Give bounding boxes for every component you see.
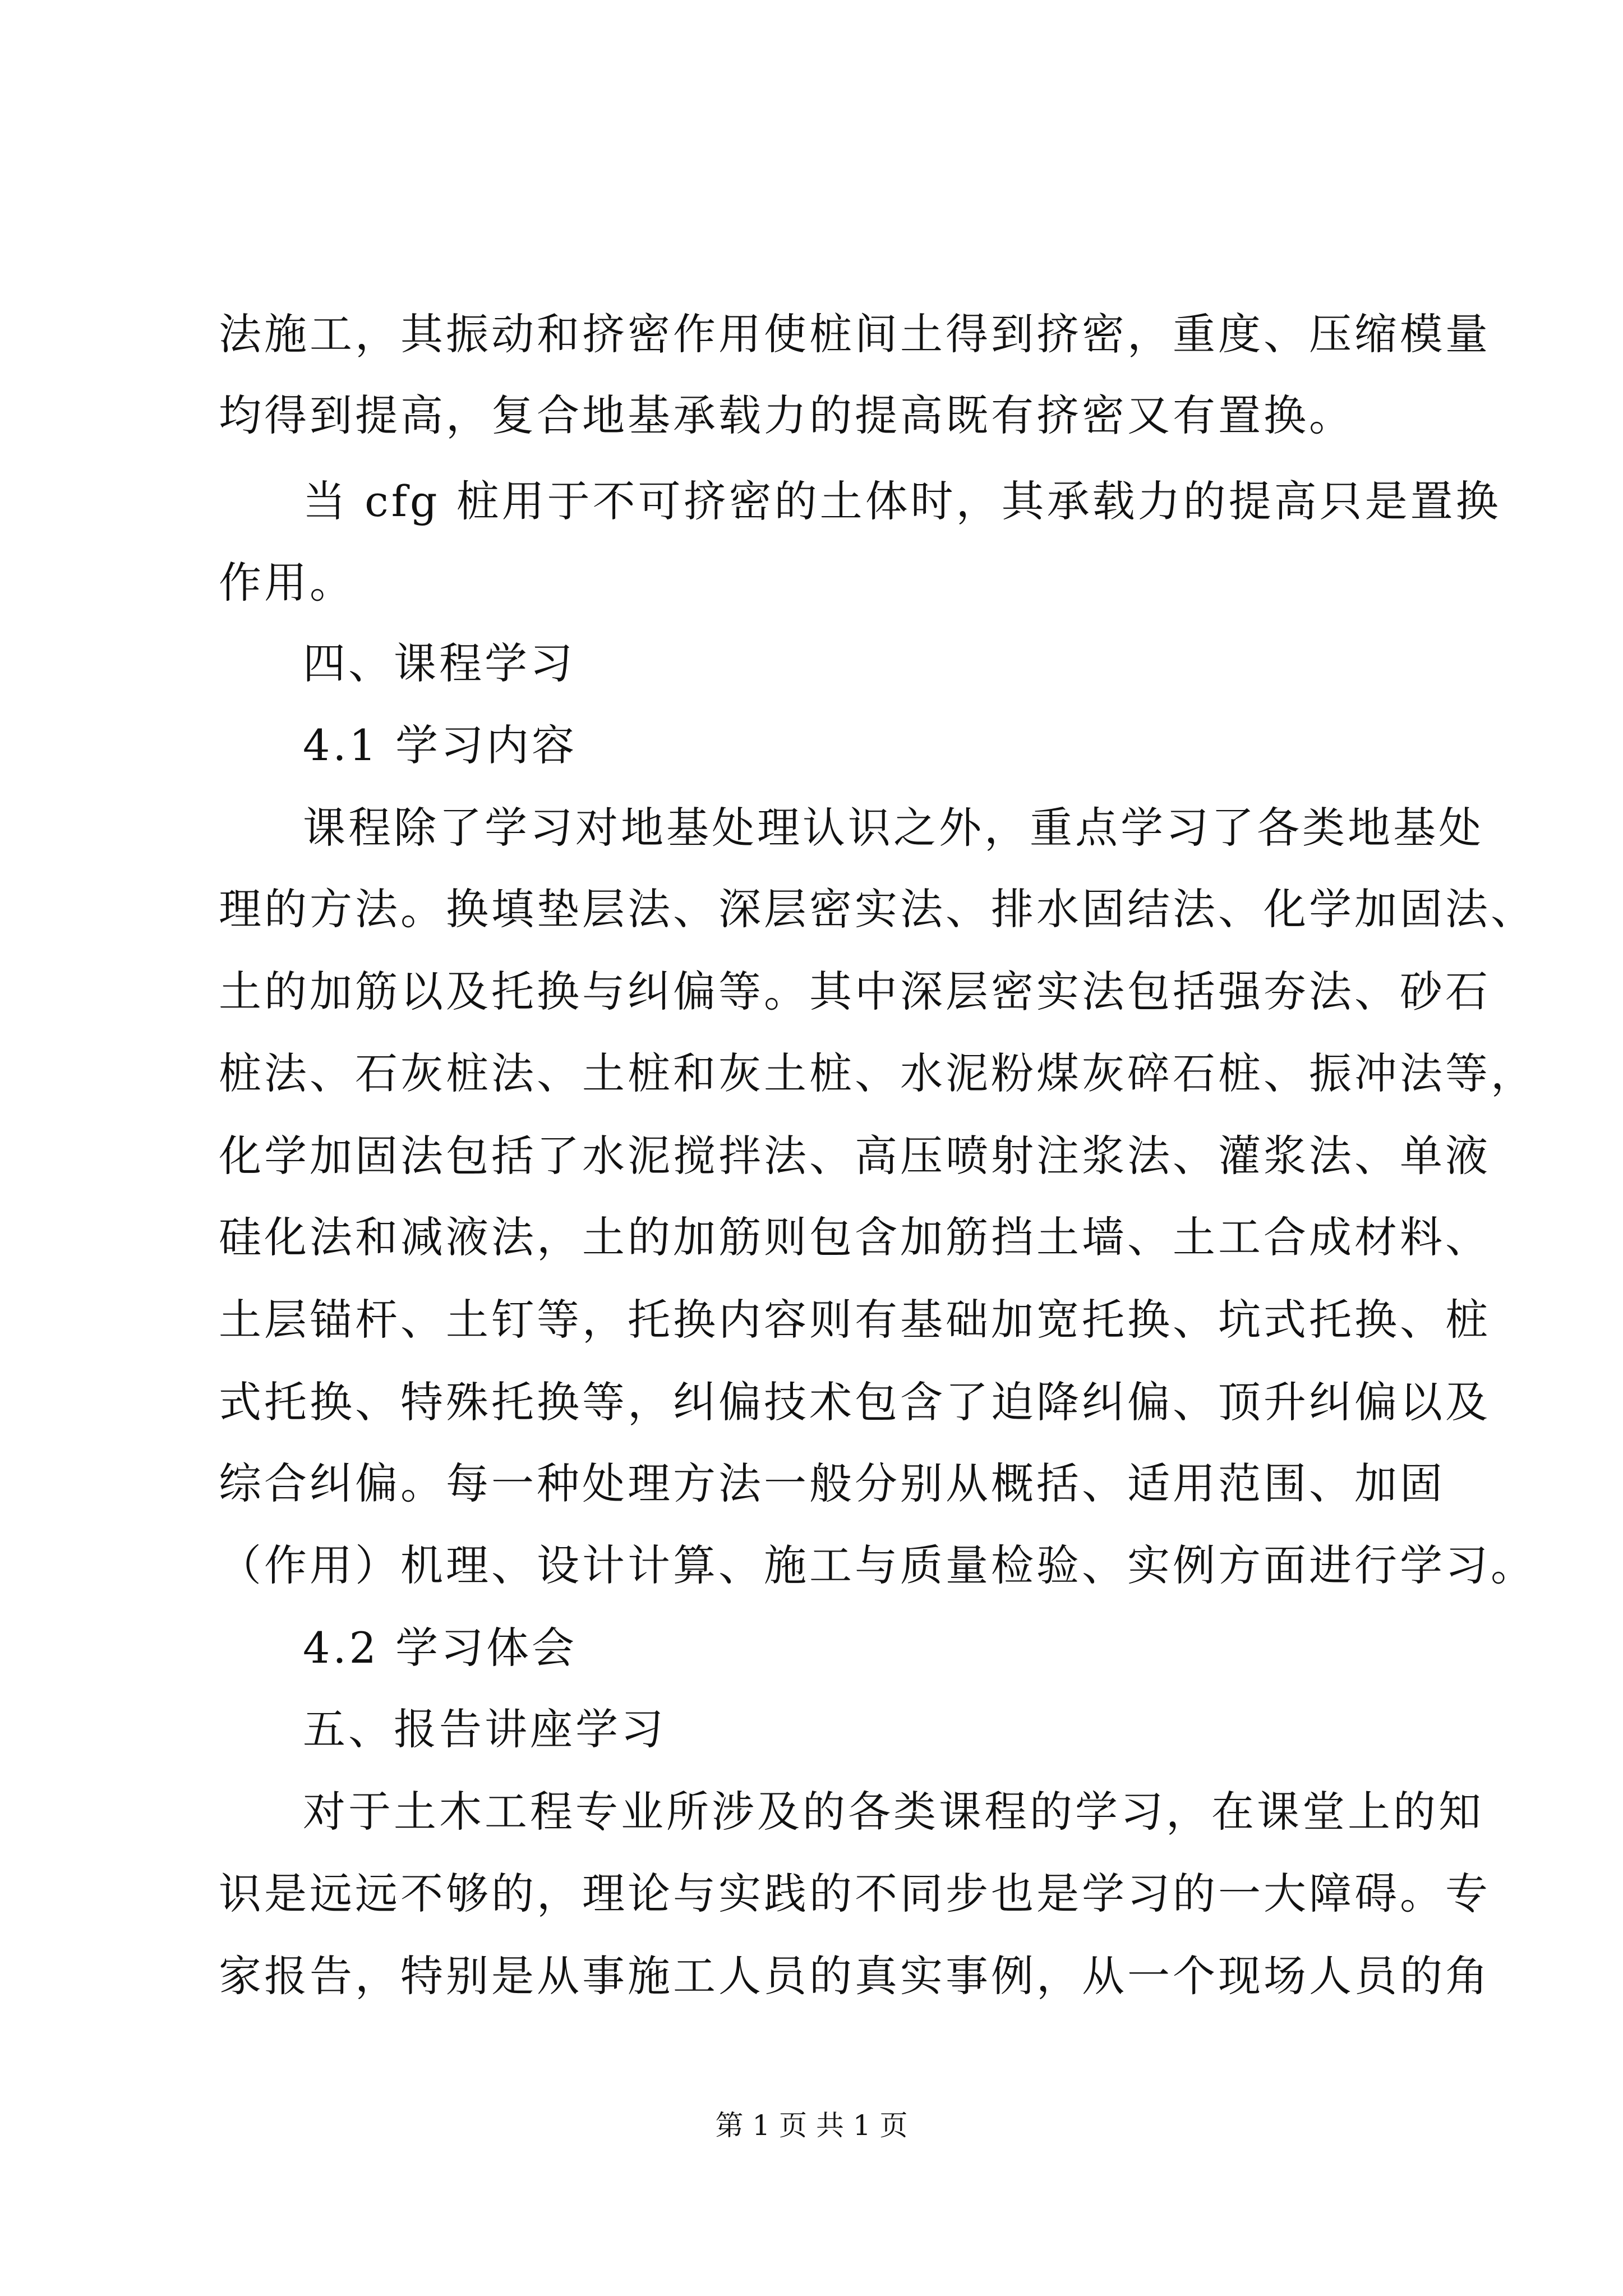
subsection-heading: 4.1 学习内容 <box>303 720 578 770</box>
subsection-heading: 4.2 学习体会 <box>303 1623 578 1673</box>
body-text-line: 对于土木工程专业所涉及的各类课程的学习，在课堂上的知 <box>303 1787 1484 1837</box>
body-text-line: 硅化法和减液法，土的加筋则包含加筋挡土墙、土工合成材料、 <box>219 1212 1491 1262</box>
body-text-line: 桩法、石灰桩法、土桩和灰土桩、水泥粉煤灰碎石桩、振冲法等， <box>219 1048 1536 1098</box>
body-text-line: 作用。 <box>219 558 355 608</box>
section-heading: 五、报告讲座学习 <box>303 1704 666 1754</box>
section-heading: 四、课程学习 <box>303 638 575 688</box>
body-text-line: 家报告，特别是从事施工人员的真实事例，从一个现场人员的角 <box>219 1951 1491 2001</box>
body-text-line: 均得到提高，复合地基承载力的提高既有挤密又有置换。 <box>219 390 1354 440</box>
body-text-line: （作用）机理、设计计算、施工与质量检验、实例方面进行学习。 <box>219 1540 1536 1590</box>
body-text-line: 式托换、特殊托换等，纠偏技术包含了迫降纠偏、顶升纠偏以及 <box>219 1377 1491 1427</box>
page-number-footer: 第 1 页 共 1 页 <box>715 2109 908 2142</box>
body-text-line: 综合纠偏。每一种处理方法一般分别从概括、适用范围、加固 <box>219 1458 1445 1508</box>
body-text-line: 土层锚杆、土钉等，托换内容则有基础加宽托换、坑式托换、桩 <box>219 1295 1491 1345</box>
body-text-line: 土的加筋以及托换与纠偏等。其中深层密实法包括强夯法、砂石 <box>219 967 1491 1016</box>
body-text-line: 理的方法。换填垫层法、深层密实法、排水固结法、化学加固法、 <box>219 884 1536 934</box>
body-text-line: 化学加固法包括了水泥搅拌法、高压喷射注浆法、灌浆法、单液 <box>219 1131 1491 1181</box>
body-text-line: 法施工，其振动和挤密作用使桩间土得到挤密，重度、压缩模量 <box>219 309 1491 359</box>
body-text-line: 识是远远不够的，理论与实践的不同步也是学习的一大障碍。专 <box>219 1869 1491 1918</box>
body-text-line: 当 cfg 桩用于不可挤密的土体时，其承载力的提高只是置换 <box>303 476 1501 526</box>
body-text-line: 课程除了学习对地基处理认识之外，重点学习了各类地基处 <box>303 803 1484 853</box>
